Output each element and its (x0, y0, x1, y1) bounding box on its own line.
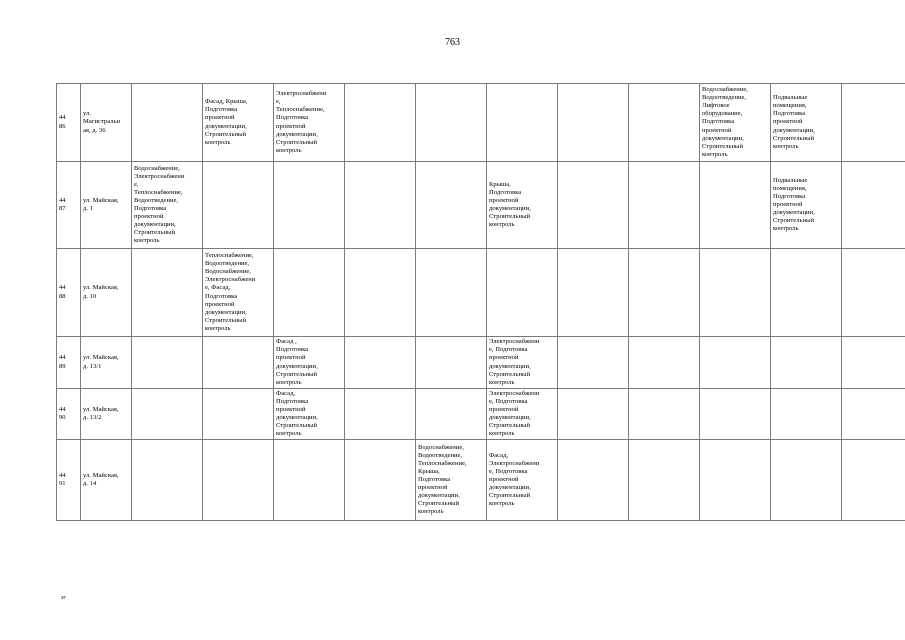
address-cell: ул. Майская, д. 14 (81, 440, 132, 521)
work-type-cell: Подвальные помещения, Подготовка проектной документации, Строительный контроль (771, 162, 842, 249)
row-number-cell: 44 91 (57, 440, 81, 521)
table-row (57, 440, 905, 521)
work-type-cell (842, 84, 905, 162)
work-type-cell (629, 249, 700, 337)
work-type-cell: Электроснабжени e, Теплоснабжение, Подготовка проектной документации, Строительный контроль (274, 84, 345, 162)
table-row (57, 84, 905, 162)
work-type-cell: Фасад , Подготовка проектной документации, Строительный контроль (274, 337, 345, 389)
work-type-cell (558, 84, 629, 162)
work-type-cell (558, 389, 629, 440)
work-type-cell (629, 389, 700, 440)
work-type-cell (416, 249, 487, 337)
row-number-cell: 44 86 (57, 84, 81, 162)
work-type-cell (416, 84, 487, 162)
work-type-cell: Фасад, Подготовка проектной документации, Строительный контроль (274, 389, 345, 440)
work-type-cell (345, 389, 416, 440)
work-type-cell (345, 337, 416, 389)
work-type-cell: Крыша, Подготовка проектной документации, Строительный контроль (487, 162, 558, 249)
work-type-cell (487, 84, 558, 162)
table-row (57, 337, 905, 389)
work-type-cell (558, 162, 629, 249)
work-type-cell (274, 162, 345, 249)
work-type-cell (132, 249, 203, 337)
work-type-cell (771, 440, 842, 521)
work-type-cell (842, 162, 905, 249)
address-cell: ул. Майская, д. 13/2 (81, 389, 132, 440)
row-number-cell: 44 88 (57, 249, 81, 337)
work-type-cell (700, 249, 771, 337)
work-type-cell (416, 337, 487, 389)
address-cell: ул. Магистральн ая, д. 36 (81, 84, 132, 162)
row-number-cell: 44 87 (57, 162, 81, 249)
work-type-cell (842, 337, 905, 389)
work-type-cell (700, 389, 771, 440)
work-type-cell (274, 249, 345, 337)
work-type-cell (487, 249, 558, 337)
work-type-cell (700, 162, 771, 249)
table-row (57, 249, 905, 337)
work-type-cell (203, 440, 274, 521)
work-type-cell (558, 440, 629, 521)
table-row (57, 389, 905, 440)
page-number: 763 (445, 37, 460, 48)
work-type-cell: Электроснабжени e, Подготовка проектной документации, Строительный контроль (487, 389, 558, 440)
work-type-cell: Фасад, Электроснабжени e, Подготовка проектной документации, Строительный контроль (487, 440, 558, 521)
work-type-cell: Фасад, Крыша, Подготовка проектной документации, Строительный контроль (203, 84, 274, 162)
table-row (57, 162, 905, 249)
repair-schedule-table (56, 83, 905, 521)
work-type-cell: Электроснабжени e, Подготовка проектной документации, Строительный контроль (487, 337, 558, 389)
address-cell: ул. Майская, д. 13/1 (81, 337, 132, 389)
work-type-cell (345, 249, 416, 337)
work-type-cell (629, 84, 700, 162)
work-type-cell (416, 162, 487, 249)
work-type-cell (274, 440, 345, 521)
work-type-cell (416, 389, 487, 440)
work-type-cell (842, 440, 905, 521)
work-type-cell (132, 84, 203, 162)
work-type-cell: Водоснабжение, Водоотведение, Теплоснабжение, Крыша, Подготовка проектной документации, Строительный контроль (416, 440, 487, 521)
row-number-cell: 44 89 (57, 337, 81, 389)
work-type-cell (771, 337, 842, 389)
work-type-cell (345, 162, 416, 249)
work-type-cell (771, 249, 842, 337)
work-type-cell (558, 249, 629, 337)
work-type-cell (203, 162, 274, 249)
work-type-cell (629, 440, 700, 521)
footer-mark: зг (61, 595, 66, 601)
work-type-cell (132, 440, 203, 521)
address-cell: ул. Майская, д. 10 (81, 249, 132, 337)
work-type-cell (842, 249, 905, 337)
address-cell: ул. Майская, д. 1 (81, 162, 132, 249)
work-type-cell: Теплоснабжение, Водоотведение, Водоснабжение, Электроснабжени e, Фасад, Подготовка проектной документации, Строительный контроль (203, 249, 274, 337)
work-type-cell (345, 84, 416, 162)
row-number-cell: 44 90 (57, 389, 81, 440)
work-type-cell (203, 389, 274, 440)
work-type-cell (771, 389, 842, 440)
work-type-cell (629, 162, 700, 249)
work-type-cell (203, 337, 274, 389)
work-type-cell (345, 440, 416, 521)
work-type-cell (132, 337, 203, 389)
work-type-cell (558, 337, 629, 389)
work-type-cell (132, 389, 203, 440)
work-type-cell (842, 389, 905, 440)
work-type-cell: Подвальные помещения, Подготовка проектной документации, Строительный контроль (771, 84, 842, 162)
work-type-cell: Водоснабжение, Водоотведение, Лифтовое оборудование, Подготовка проектной документации, Строительный контроль (700, 84, 771, 162)
work-type-cell (700, 337, 771, 389)
work-type-cell (700, 440, 771, 521)
work-type-cell: Водоснабжение, Электроснабжени e, Теплоснабжение, Водоотведение, Подготовка проектной документации, Строительный контроль (132, 162, 203, 249)
work-type-cell (629, 337, 700, 389)
